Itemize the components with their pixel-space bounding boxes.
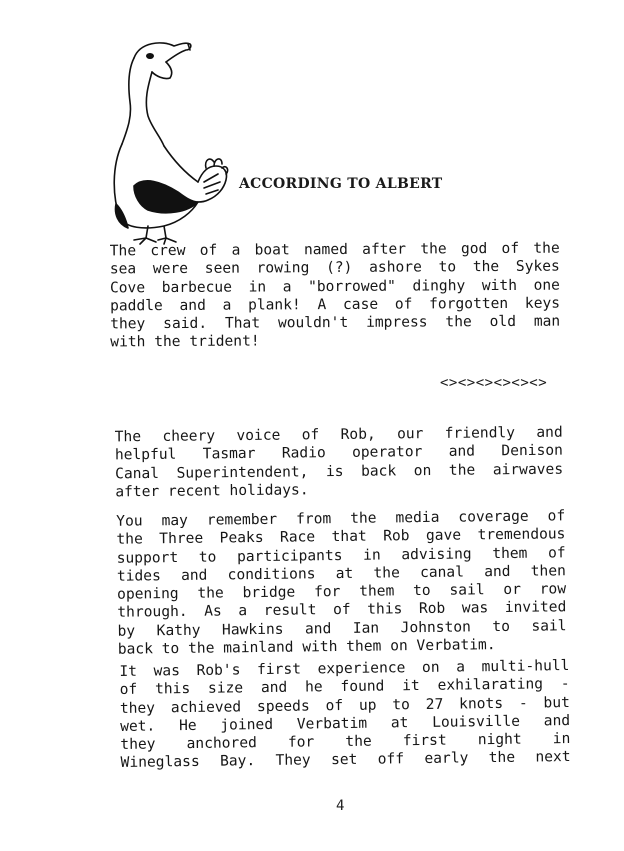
text-line: paddle and a plank! A case of forgotten keys <box>110 294 561 315</box>
text-line: they anchored for the first night in <box>120 730 571 754</box>
text-line: It was Rob's first experience on a multi-hull <box>119 657 570 680</box>
albatross-illustration <box>104 36 244 246</box>
text-line: opening the bridge for them to sail or row <box>117 580 567 603</box>
text-line: Cove barbecue in a "borrowed" dinghy with one <box>109 276 560 296</box>
albert-paragraph <box>110 240 561 353</box>
text-line: they said. That wouldn't impress the old man <box>110 312 561 333</box>
text-line: the Three Peaks Race that Rob gave tremendous <box>116 525 566 549</box>
text-line: support to participants in advising them of <box>116 543 566 567</box>
text-line: tides and conditions at the canal and then <box>116 562 566 585</box>
text-line: sea were seen rowing (?) ashore to the Sykes <box>109 257 560 278</box>
text-line: The crew of a boat named after the god of the <box>109 239 560 260</box>
text-line: You may remember from the media coverage of <box>116 507 566 530</box>
text-line: helpful Tasmar Radio operator and Denison <box>114 441 563 464</box>
text-line: of this size and he found it exhilarating - <box>119 675 570 699</box>
text-line: through. As a result of this Rob was invited <box>117 598 567 622</box>
page-number: 4 <box>336 798 345 814</box>
text-line: they achieved speeds of up to 27 knots - but <box>119 693 570 717</box>
verbatim-paragraph <box>119 657 570 773</box>
text-line: wet. He joined Verbatim at Louisville and <box>120 711 571 735</box>
text-line: The cheery voice of Rob, our friendly and <box>114 423 563 446</box>
text-line: Wineglass Bay. They set off early the next <box>120 748 571 772</box>
text-line: by Kathy Hawkins and Ian Johnston to sail <box>117 617 567 640</box>
rob-intro-paragraph <box>115 424 564 502</box>
article-heading: ACCORDING TO ALBERT <box>239 176 443 192</box>
three-peaks-paragraph <box>116 507 567 659</box>
text-line: back to the mainland with them on Verbatim. <box>117 636 496 658</box>
text-line: Canal Superintendent, is back on the airwaves <box>115 460 564 482</box>
text-line: after recent holidays. <box>115 481 309 501</box>
text-line: with the trident! <box>110 332 260 351</box>
section-divider: <><><><><><> <box>440 375 548 391</box>
